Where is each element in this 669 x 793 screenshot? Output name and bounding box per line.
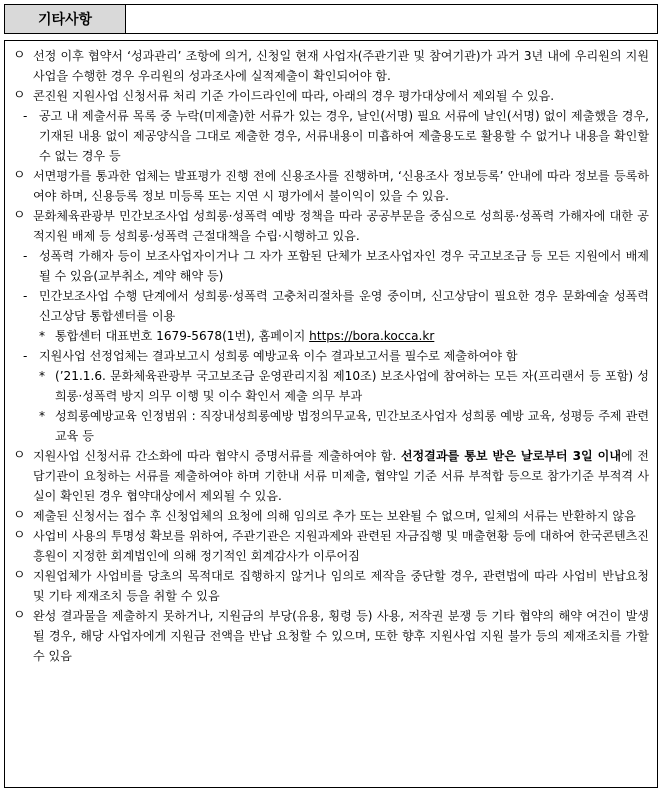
- item-text: 완성 결과물을 제출하지 못하거나, 지원금의 부당(유용, 횡령 등) 사용, 저작권 분쟁 등 기타 협약의 해약 여건이 발생될 경우, 해당 사업자에게 지원금 전액을 반납 요청할 수 있으며, 또한 향후 지원사업 지원 불가 등의 제재조치를 가할 수 있음: [33, 609, 649, 663]
- note-item: [13, 366, 649, 406]
- list-item: [13, 526, 649, 566]
- item-text: 지원업체가 사업비를 당초의 목적대로 집행하지 않거나 임의로 제작을 중단할 경우, 관련법에 따라 사업비 반납요청 및 기타 제재조치 등을 취할 수 있음: [33, 569, 649, 603]
- dash-bullet: -: [23, 109, 28, 123]
- note-item: [13, 326, 649, 346]
- item-text: 성희롱예방교육 인정범위 : 직장내성희롱예방 법정의무교육, 민간보조사업자 성희롱 예방 교육, 성평등 주제 관련 교육 등: [55, 409, 649, 443]
- hotline-text: 통합센터 대표번호 1679-5678(1번), 홈페이지: [55, 329, 310, 343]
- content-box: [4, 40, 658, 788]
- list-item: [13, 506, 649, 526]
- star-bullet: *: [39, 409, 46, 423]
- sub-list-item: [13, 346, 649, 366]
- note-item: [13, 406, 649, 446]
- sub-list-item: [13, 106, 649, 166]
- circle-bullet: ㅇ: [13, 508, 26, 523]
- item-text: (’21.1.6. 문화체육관광부 국고보조금 운영관리지침 제10조) 보조사업에 참여하는 모든 자(프리랜서 등 포함) 성희롱·성폭력 방지 의무 이행 및 이수 확인서 제출 의무 부과: [55, 369, 649, 403]
- item-text: 콘진원 지원사업 신청서류 처리 기준 가이드라인에 따라, 아래의 경우 평가대상에서 제외될 수 있음.: [33, 89, 555, 103]
- item-text: 민간보조사업 수행 단계에서 성희롱·성폭력 고충처리절차를 운영 중이며, 신고상담이 필요한 경우 문화예술 성폭력 신고상담 통합센터를 이용: [39, 289, 649, 323]
- list-item: [13, 566, 649, 606]
- circle-bullet: ㅇ: [13, 88, 26, 103]
- item-text-pre: 지원사업 신청서류 간소화에 따라 협약시 증명서류를 제출하여야 함.: [33, 449, 401, 463]
- section-title: 기타사항: [5, 5, 126, 33]
- sub-list-item: [13, 286, 649, 326]
- item-text: 문화체육관광부 민간보조사업 성희롱·성폭력 예방 정책을 따라 공공부문을 중심으로 성희롱·성폭력 가해자에 대한 공적지원 배제 등 성희롱·성폭력 근절대책을 수립·시행하고 있음.: [33, 209, 649, 243]
- item-text: 제출된 신청서는 접수 후 신청업체의 요청에 의해 임의로 추가 또는 보완될 수 없으며, 일체의 서류는 반환하지 않음: [33, 509, 636, 523]
- circle-bullet: ㅇ: [13, 208, 26, 223]
- item-text: 지원사업 선정업체는 결과보고시 성희롱 예방교육 이수 결과보고서를 필수로 제출하여야 함: [39, 349, 518, 363]
- sub-list-item: [13, 246, 649, 286]
- item-text: 사업비 사용의 투명성 확보를 위하여, 주관기관은 지원과제와 관련된 자금집행 및 매출현황 등에 대하여 한국콘텐츠진흥원이 지정한 회계법인에 의해 정기적인 회계감사가 이루어짐: [33, 529, 649, 563]
- circle-bullet: ㅇ: [13, 448, 26, 463]
- dash-bullet: -: [23, 249, 28, 263]
- circle-bullet: ㅇ: [13, 608, 26, 623]
- item-text: 성폭력 가해자 등이 보조사업자이거나 그 자가 포함된 단체가 보조사업자인 경우 국고보조금 등 모든 지원에서 배제될 수 있음(교부취소, 계약 해약 등): [39, 249, 649, 283]
- item-text: 공고 내 제출서류 목록 중 누락(미제출)한 서류가 있는 경우, 날인(서명) 필요 서류에 날인(서명) 없이 제출했을 경우, 기재된 내용 없이 제공양식을 그대로 제출한 경우, 서류내용이 미흡하여 제출용도로 활용할 수 없거나 내용을 확인할 수 없는 경우 등: [39, 109, 649, 163]
- item-text: [33, 446, 649, 506]
- homepage-link[interactable]: https://bora.kocca.kr: [309, 329, 435, 343]
- section-header-blank: [126, 5, 657, 33]
- list-item: [13, 446, 649, 506]
- section-header: [4, 4, 658, 34]
- item-text: 선정 이후 협약서 ‘성과관리’ 조항에 의거, 신청일 현재 사업자(주관기관 및 참여기관)가 과거 3년 내에 우리원의 지원사업을 수행한 경우 우리원의 성과조사에 실적제출이 확인되어야 함.: [33, 49, 649, 83]
- list-item: [13, 46, 649, 86]
- list-item: [13, 86, 649, 106]
- circle-bullet: ㅇ: [13, 568, 26, 583]
- item-text: [55, 326, 649, 346]
- star-bullet: *: [39, 329, 46, 343]
- circle-bullet: ㅇ: [13, 48, 26, 63]
- item-text-post: 에 전담기관이 요청하는 서류를 제출하여야 하며 기한내 서류 미제출, 협약일 기준 서류 부적합 등으로 참가기준 부적격 사실이 확인된 경우 협약대상에서 제외될 수 있음.: [33, 449, 649, 503]
- circle-bullet: ㅇ: [13, 528, 26, 543]
- deadline-emphasis: 선정결과를 통보 받은 날로부터 3일 이내: [400, 449, 622, 463]
- list-item: [13, 606, 649, 666]
- circle-bullet: ㅇ: [13, 168, 26, 183]
- list-item: [13, 206, 649, 246]
- item-text: 서면평가를 통과한 업체는 발표평가 진행 전에 신용조사를 진행하며, ‘신용조사 정보등록’ 안내에 따라 정보를 등록하여야 하며, 신용등록 정보 미등록 또는 지연 시 평가에서 불이익이 있을 수 있음.: [33, 169, 649, 203]
- star-bullet: *: [39, 369, 46, 383]
- dash-bullet: -: [23, 349, 28, 363]
- list-item: [13, 166, 649, 206]
- dash-bullet: -: [23, 289, 28, 303]
